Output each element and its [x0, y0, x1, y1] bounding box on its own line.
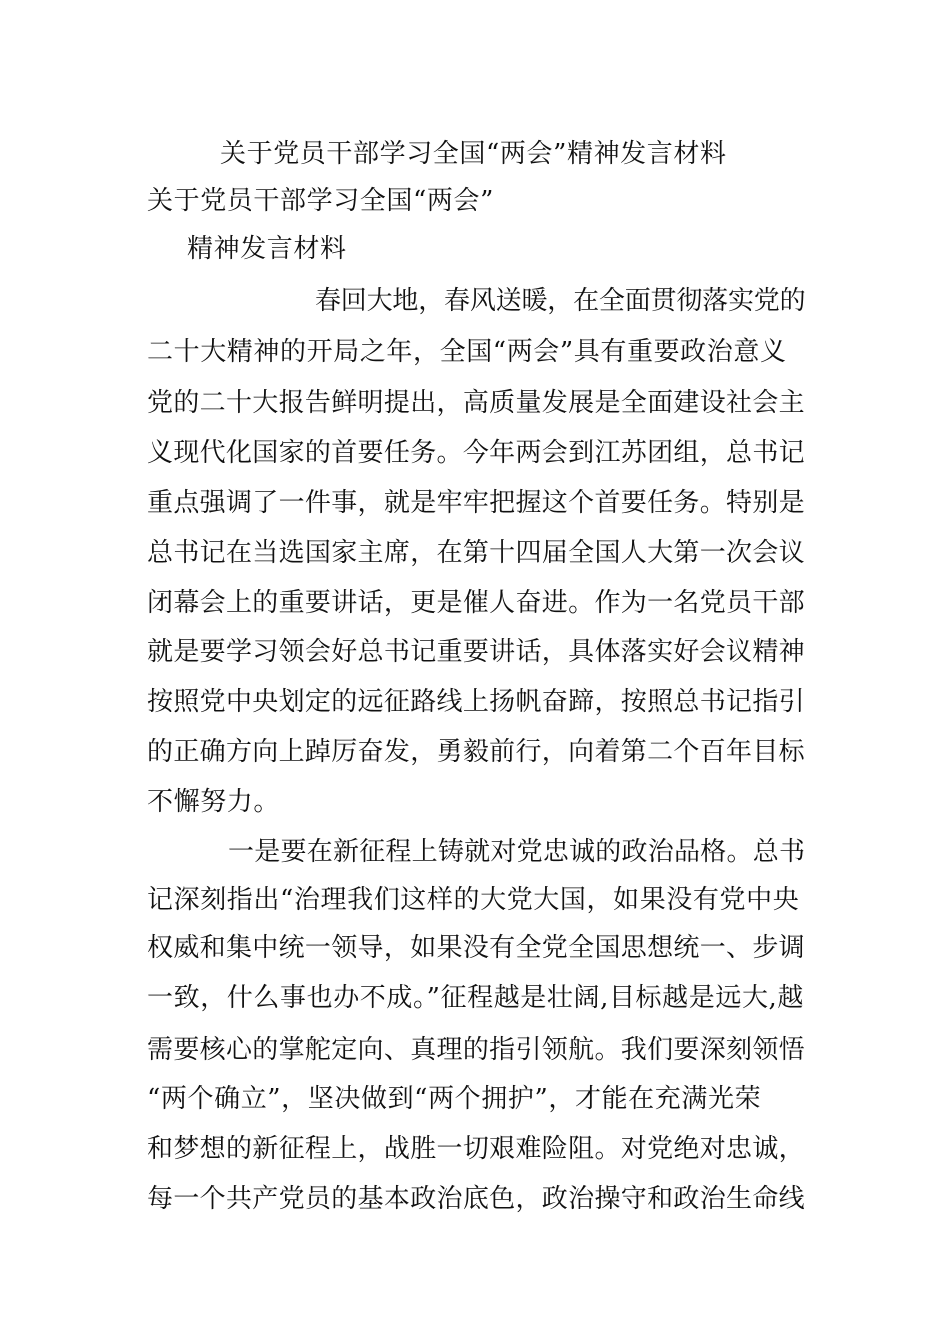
paragraph-2-line: 一是要在新征程上铸就对党忠诚的政治品格。总书: [228, 837, 806, 867]
document-title: 关于党员干部学习全国“两会”精神发言材料: [220, 139, 727, 169]
paragraph-2-line: 记深刻指出“治理我们这样的大党大国，如果没有党中央: [147, 885, 800, 915]
paragraph-1-line: 春回大地，春风送暖，在全面贯彻落实党的: [315, 286, 806, 316]
paragraph-2-line: 需要核心的掌舵定向、真理的指引领航。我们要深刻领悟: [147, 1035, 806, 1065]
paragraph-2-line: 和梦想的新征程上，战胜一切艰难险阻。对党绝对忠诚，: [147, 1134, 806, 1164]
paragraph-1-line: 总书记在当选国家主席，在第十四届全国人大第一次会议: [147, 538, 806, 568]
paragraph-1-line: 重点强调了一件事，就是牢牢把握这个首要任务。特别是: [147, 488, 806, 518]
paragraph-1-line: 党的二十大报告鲜明提出，高质量发展是全面建设社会主: [147, 388, 806, 418]
document-subtitle-line-1: 关于党员干部学习全国“两会”: [147, 186, 494, 216]
paragraph-2-line: 一致，什么事也办不成。”征程越是壮阔,目标越是远大,越: [147, 983, 805, 1013]
paragraph-1-line: 闭幕会上的重要讲话，更是催人奋进。作为一名党员干部: [147, 588, 806, 618]
paragraph-1-line: 的正确方向上踔厉奋发，勇毅前行，向着第二个百年目标: [147, 737, 806, 767]
paragraph-2-line: 权威和集中统一领导，如果没有全党全国思想统一、步调: [147, 933, 806, 963]
paragraph-1-line: 二十大精神的开局之年，全国“两会”具有重要政治意义: [147, 337, 787, 367]
paragraph-2-line: “两个确立”，坚决做到“两个拥护”，才能在充满光荣: [147, 1084, 762, 1114]
document-subtitle-line-2: 精神发言材料: [187, 234, 347, 264]
paragraph-1-line: 义现代化国家的首要任务。今年两会到江苏团组，总书记: [147, 438, 806, 468]
paragraph-2-line: 每一个共产党员的基本政治底色，政治操守和政治生命线: [147, 1184, 806, 1214]
paragraph-1-line: 不懈努力。: [147, 787, 281, 817]
paragraph-1-line: 就是要学习领会好总书记重要讲话，具体落实好会议精神: [147, 637, 806, 667]
paragraph-1-line: 按照党中央划定的远征路线上扬帆奋蹄，按照总书记指引: [147, 687, 806, 717]
